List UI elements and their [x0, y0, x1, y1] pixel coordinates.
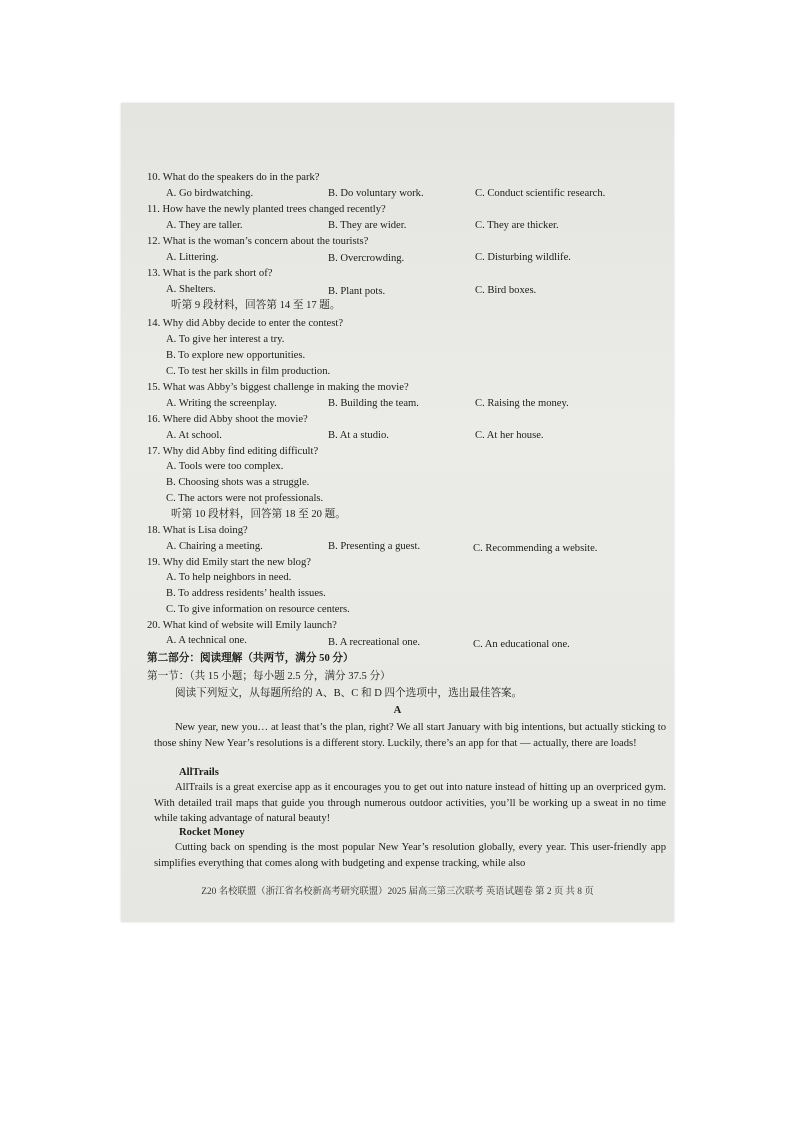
- question-20-stem: 20. What kind of website will Emily launch?: [147, 620, 337, 631]
- question-13-option-b: B. Plant pots.: [328, 286, 386, 297]
- question-11-stem: 11. How have the newly planted trees changed recently?: [147, 204, 386, 215]
- question-11-option-a: A. They are taller.: [166, 220, 243, 231]
- question-17-option-a: A. Tools were too complex.: [166, 461, 284, 472]
- question-16-option-a: A. At school.: [166, 430, 222, 441]
- question-20-option-c: C. An educational one.: [473, 639, 570, 650]
- question-10-option-a: A. Go birdwatching.: [166, 188, 254, 199]
- question-19-stem: 19. Why did Emily start the new blog?: [147, 557, 311, 568]
- question-16-option-c: C. At her house.: [475, 430, 544, 441]
- page-footer: Z20 名校联盟（浙江省名校新高考研究联盟）2025 届高三第三次联考 英语试题卷 第 2 页 共 8 页: [201, 887, 594, 897]
- question-11-option-c: C. They are thicker.: [475, 220, 559, 231]
- part-two-heading: 第二部分：阅读理解（共两节，满分 50 分）: [147, 653, 354, 664]
- question-14-option-c: C. To test her skills in film production.: [166, 366, 331, 377]
- question-19-option-a: A. To help neighbors in need.: [166, 572, 292, 583]
- question-15-stem: 15. What was Abby’s biggest challenge in making the movie?: [147, 382, 409, 393]
- question-20-option-a: A. A technical one.: [166, 635, 247, 646]
- question-17-option-b: B. Choosing shots was a struggle.: [166, 477, 310, 488]
- question-18-stem: 18. What is Lisa doing?: [147, 525, 248, 536]
- question-11-option-b: B. They are wider.: [328, 220, 407, 231]
- question-10-option-b: B. Do voluntary work.: [328, 188, 424, 199]
- section-one-heading: 第一节：（共 15 小题；每小题 2.5 分，满分 37.5 分）: [147, 671, 391, 682]
- question-15-option-b: B. Building the team.: [328, 398, 419, 409]
- reading-directions: 阅读下列短文，从每题所给的 A、B、C 和 D 四个选项中，选出最佳答案。: [175, 688, 523, 699]
- question-19-option-b: B. To address residents’ health issues.: [166, 588, 326, 599]
- question-15-option-c: C. Raising the money.: [475, 398, 569, 409]
- question-19-option-c: C. To give information on resource centers.: [166, 604, 350, 615]
- passage-intro-text: New year, new you… at least that’s the plan, right? We all start January with big intentions, but actually sticking to those shiny New Year’s resolutions is a different story. Luckily, there’s an app for that — actually, there are loads!: [154, 722, 666, 749]
- app-body-rocket-money-text: Cutting back on spending is the most popular New Year’s resolution globally, every year. This user-friendly app simplifies everything that comes along with budgeting and expense tracking, while also: [154, 842, 666, 869]
- question-13-stem: 13. What is the park short of?: [147, 268, 273, 279]
- passage-intro: [154, 720, 666, 751]
- question-14-stem: 14. Why did Abby decide to enter the contest?: [147, 318, 344, 329]
- question-10-stem: 10. What do the speakers do in the park?: [147, 172, 320, 183]
- question-20-option-b: B. A recreational one.: [328, 637, 421, 648]
- exam-page: [121, 103, 674, 922]
- app-title-rocket-money: Rocket Money: [179, 827, 245, 838]
- question-16-option-b: B. At a studio.: [328, 430, 389, 441]
- question-18-option-b: B. Presenting a guest.: [328, 541, 421, 552]
- question-15-option-a: A. Writing the screenplay.: [166, 398, 277, 409]
- question-14-option-a: A. To give her interest a try.: [166, 334, 285, 345]
- question-13-option-c: C. Bird boxes.: [475, 285, 537, 296]
- question-14-option-b: B. To explore new opportunities.: [166, 350, 306, 361]
- question-12-option-c: C. Disturbing wildlife.: [475, 252, 571, 263]
- instruction-material-10: 听第 10 段材料，回答第 18 至 20 题。: [171, 509, 346, 520]
- question-18-option-a: A. Chairing a meeting.: [166, 541, 263, 552]
- question-10-option-c: C. Conduct scientific research.: [475, 188, 606, 199]
- question-13-option-a: A. Shelters.: [166, 284, 216, 295]
- instruction-material-9: 听第 9 段材料，回答第 14 至 17 题。: [171, 300, 341, 311]
- passage-letter: A: [393, 705, 402, 716]
- question-17-option-c: C. The actors were not professionals.: [166, 493, 324, 504]
- question-12-option-b: B. Overcrowding.: [328, 253, 405, 264]
- app-body-alltrails-text: AllTrails is a great exercise app as it encourages you to get out into nature instead of hitting up an overpriced gym. With detailed trail maps that guide you through numerous outdoor activities, you’ll be working up a sweat in no time while taking advantage of natural beauty!: [154, 782, 666, 824]
- app-body-rocket-money: [154, 840, 666, 871]
- question-12-option-a: A. Littering.: [166, 252, 219, 263]
- app-body-alltrails: [154, 780, 666, 827]
- question-18-option-c: C. Recommending a website.: [473, 543, 598, 554]
- question-12-stem: 12. What is the woman’s concern about the tourists?: [147, 236, 369, 247]
- question-17-stem: 17. Why did Abby find editing difficult?: [147, 446, 319, 457]
- app-title-alltrails: AllTrails: [179, 767, 219, 778]
- question-16-stem: 16. Where did Abby shoot the movie?: [147, 414, 308, 425]
